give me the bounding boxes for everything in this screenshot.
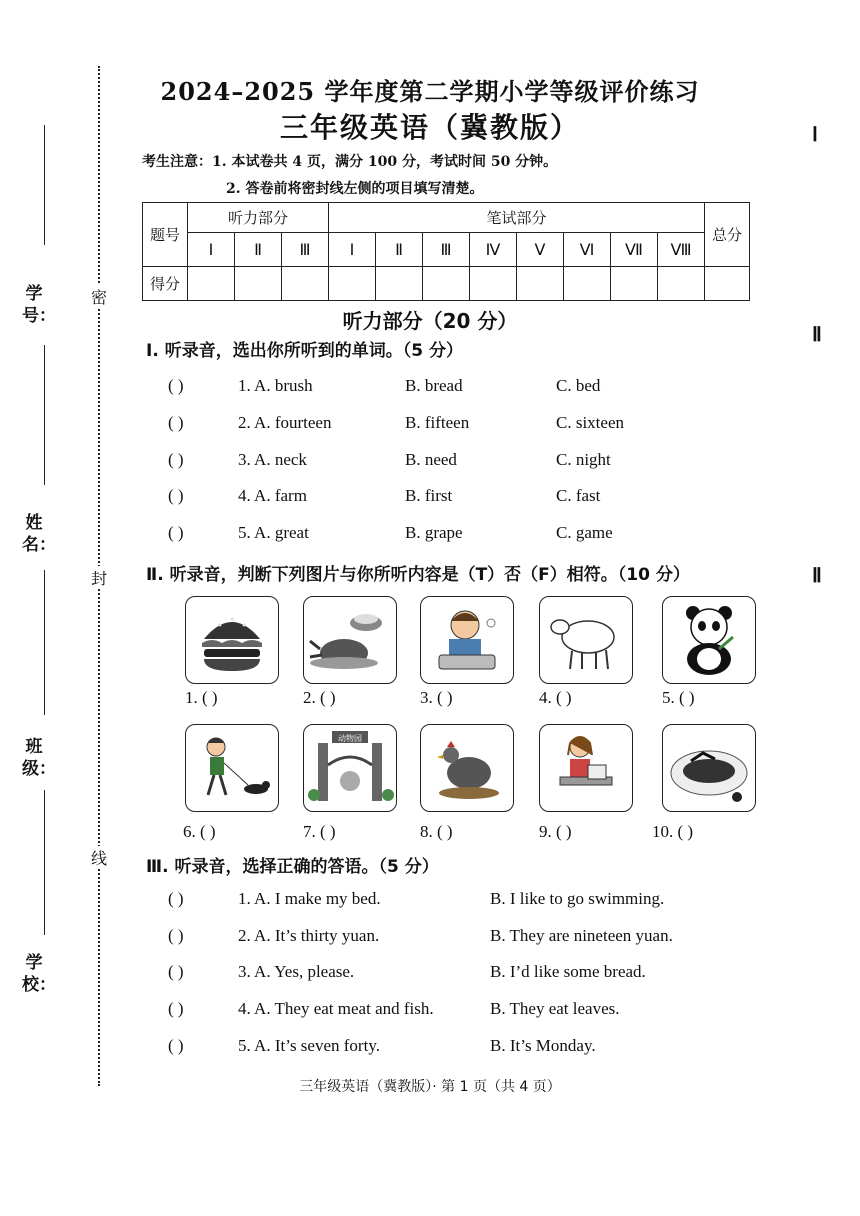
picture-10-dish — [662, 724, 756, 812]
part3-heading: Ⅲ. 听录音，选择正确的答语。（5 分） — [146, 857, 439, 877]
picture-6-boy-walking-dog — [185, 724, 279, 812]
part3-q1-option-b: B. I like to go swimming. — [490, 889, 665, 908]
answer-blank[interactable]: ( ) — [168, 523, 184, 542]
exam-title-line2: 三年级英语（冀教版） — [279, 111, 580, 144]
answer-blank[interactable]: ( ) — [168, 926, 184, 945]
boy-washing-icon — [421, 597, 513, 683]
picture-4-answer[interactable]: 4. ( ) — [539, 688, 572, 707]
answer-blank[interactable]: ( ) — [168, 486, 184, 505]
girl-reading-icon — [540, 725, 632, 811]
notice-text-1: 1. 本试卷共 4 页，满分 100 分，考试时间 50 分钟。 — [212, 154, 558, 170]
picture-4-sheep — [539, 596, 633, 684]
score-table — [142, 202, 750, 301]
boy-walking-dog-icon — [186, 725, 278, 811]
picture-7-zoo-gate — [303, 724, 397, 812]
picture-1-hamburger — [185, 596, 279, 684]
written-col-1: Ⅰ — [329, 233, 376, 267]
part1-q4-option-b: B. first — [405, 486, 453, 505]
name-label: 姓名： — [22, 513, 56, 555]
part2-heading: Ⅱ. 听录音，判断下列图片与你所听内容是（T）否（F）相符。（10 分） — [146, 565, 690, 585]
part1-q2-option-c: C. sixteen — [556, 413, 624, 432]
seal-char-feng: 封 — [89, 566, 109, 589]
row-label-question-no: 题号 — [143, 203, 188, 267]
margin-mark-2: Ⅱ — [812, 324, 822, 346]
written-part-header: 笔试部分 — [329, 203, 705, 233]
part1-q5-option-c: C. game — [556, 523, 613, 542]
part3-q2-option-a: 2. A. It’s thirty yuan. — [238, 926, 380, 945]
part1-q1-option-a: 1. A. brush — [238, 376, 313, 395]
listening-col-3: Ⅲ — [282, 233, 329, 267]
school-line[interactable] — [44, 790, 45, 935]
picture-5-answer[interactable]: 5. ( ) — [662, 688, 695, 707]
zoo-sign-text: 动物园 — [338, 734, 362, 743]
written-col-7: Ⅶ — [611, 233, 658, 267]
picture-10-answer[interactable]: 10. ( ) — [652, 822, 694, 841]
written-col-3: Ⅲ — [423, 233, 470, 267]
part3-q4-option-a: 4. A. They eat meat and fish. — [238, 999, 434, 1018]
part1-q3-option-c: C. night — [556, 450, 611, 469]
seal-char-xian: 线 — [89, 846, 109, 869]
score-cell[interactable] — [188, 267, 235, 301]
score-cell[interactable] — [235, 267, 282, 301]
written-col-6: Ⅵ — [564, 233, 611, 267]
student-id-label: 学号： — [22, 284, 56, 326]
margin-mark-1: Ⅰ — [812, 124, 818, 146]
row-label-score: 得分 — [143, 267, 188, 301]
answer-blank[interactable]: ( ) — [168, 413, 184, 432]
class-line[interactable] — [44, 570, 45, 715]
part1-q3-option-a: 3. A. neck — [238, 450, 307, 469]
score-cell[interactable] — [517, 267, 564, 301]
hamburger-icon — [186, 597, 278, 683]
answer-blank[interactable]: ( ) — [168, 962, 184, 981]
total-header: 总分 — [705, 203, 750, 267]
score-cell[interactable] — [423, 267, 470, 301]
part1-q4-option-a: 4. A. farm — [238, 486, 307, 505]
part1-q5-option-a: 5. A. great — [238, 523, 309, 542]
picture-6-answer[interactable]: 6. ( ) — [183, 822, 216, 841]
part1-q3-option-b: B. need — [405, 450, 457, 469]
class-label: 班级： — [22, 737, 56, 779]
notice-line-1 — [142, 151, 557, 171]
hen-icon — [421, 725, 513, 811]
dish-icon — [663, 725, 755, 811]
picture-9-girl-reading — [539, 724, 633, 812]
answer-blank[interactable]: ( ) — [168, 1036, 184, 1055]
picture-1-answer[interactable]: 1. ( ) — [185, 688, 218, 707]
score-cell[interactable] — [282, 267, 329, 301]
picture-3-boy-washing — [420, 596, 514, 684]
part3-q5-option-b: B. It’s Monday. — [490, 1036, 596, 1055]
written-col-4: Ⅳ — [470, 233, 517, 267]
listening-col-1: Ⅰ — [188, 233, 235, 267]
part1-heading: Ⅰ. 听录音，选出你所听到的单词。（5 分） — [146, 341, 463, 361]
picture-9-answer[interactable]: 9. ( ) — [539, 822, 572, 841]
picture-8-hen — [420, 724, 514, 812]
part1-q2-option-b: B. fifteen — [405, 413, 470, 432]
part3-q4-option-b: B. They eat leaves. — [490, 999, 620, 1018]
part3-q3-option-b: B. I’d like some bread. — [490, 962, 646, 981]
roast-chicken-icon — [304, 597, 396, 683]
part3-q5-option-a: 5. A. It’s seven forty. — [238, 1036, 380, 1055]
answer-blank[interactable]: ( ) — [168, 999, 184, 1018]
sheep-icon — [540, 597, 632, 683]
total-score-cell[interactable] — [705, 267, 750, 301]
picture-8-answer[interactable]: 8. ( ) — [420, 822, 453, 841]
picture-5-panda — [662, 596, 756, 684]
part1-q1-option-b: B. bread — [405, 376, 463, 395]
part3-q2-option-b: B. They are nineteen yuan. — [490, 926, 673, 945]
part3-q3-option-a: 3. A. Yes, please. — [238, 962, 355, 981]
name-line[interactable] — [44, 345, 45, 485]
part1-q1-option-c: C. bed — [556, 376, 601, 395]
part1-q2-option-a: 2. A. fourteen — [238, 413, 332, 432]
picture-2-roast-chicken — [303, 596, 397, 684]
panda-icon — [663, 597, 755, 683]
page-footer: 三年级英语（冀教版）· 第 1 页（共 4 页） — [299, 1079, 561, 1095]
zoo-gate-icon — [304, 725, 396, 811]
listening-section-title: 听力部分（20 分） — [342, 309, 518, 333]
answer-blank[interactable]: ( ) — [168, 450, 184, 469]
picture-3-answer[interactable]: 3. ( ) — [420, 688, 453, 707]
seal-char-mi: 密 — [89, 285, 109, 308]
listening-col-2: Ⅱ — [235, 233, 282, 267]
written-col-2: Ⅱ — [376, 233, 423, 267]
notice-line-2: 2. 答卷前将密封线左侧的项目填写清楚。 — [226, 181, 484, 197]
score-cell[interactable] — [564, 267, 611, 301]
score-cell[interactable] — [376, 267, 423, 301]
written-col-8: Ⅷ — [658, 233, 705, 267]
school-label: 学校： — [22, 953, 56, 995]
part1-q4-option-c: C. fast — [556, 486, 601, 505]
notice-label: 考生注意： — [142, 154, 212, 170]
part1-q5-option-b: B. grape — [405, 523, 463, 542]
answer-blank[interactable]: ( ) — [168, 376, 184, 395]
part3-q1-option-a: 1. A. I make my bed. — [238, 889, 381, 908]
listening-part-header: 听力部分 — [188, 203, 329, 233]
score-cell[interactable] — [611, 267, 658, 301]
written-col-5: Ⅴ — [517, 233, 564, 267]
answer-blank[interactable]: ( ) — [168, 889, 184, 908]
score-cell[interactable] — [329, 267, 376, 301]
picture-7-answer[interactable]: 7. ( ) — [303, 822, 336, 841]
margin-mark-3: Ⅱ — [812, 565, 822, 587]
student-id-line[interactable] — [44, 125, 45, 245]
picture-2-answer[interactable]: 2. ( ) — [303, 688, 336, 707]
exam-title-line1: 2024–2025 学年度第二学期小学等级评价练习 — [160, 77, 700, 106]
score-cell[interactable] — [470, 267, 517, 301]
score-cell[interactable] — [658, 267, 705, 301]
